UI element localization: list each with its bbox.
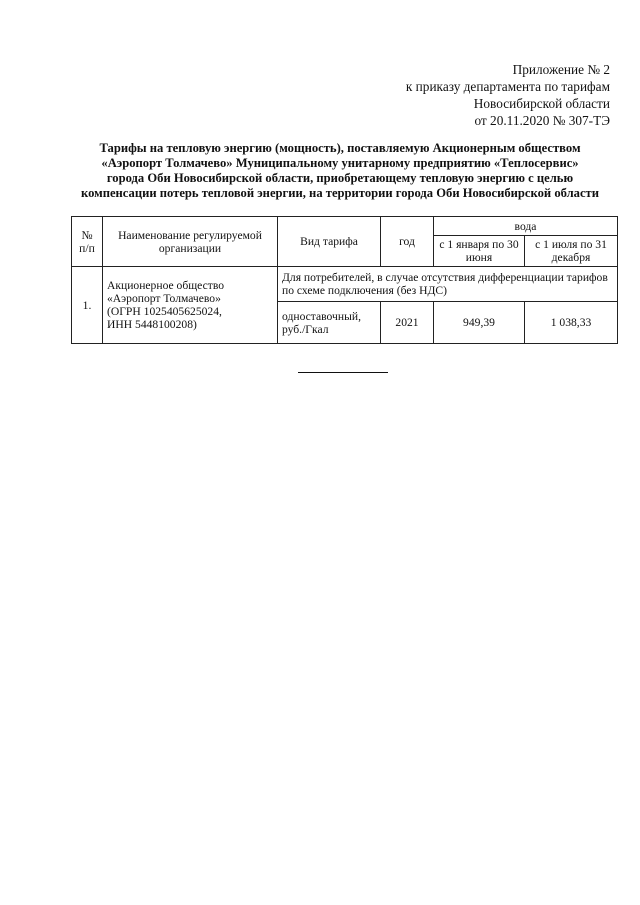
header-group-water: вода [434,217,618,236]
appendix-line: к приказу департамента по тарифам [405,79,610,94]
org-line: Акционерное общество [107,279,225,292]
cell-year: 2021 [381,302,434,344]
title-line: города Оби Новосибирской области, приобретающему тепловую энергию с целью [106,171,574,185]
document-title [60,141,620,201]
appendix-line: Приложение № 2 [512,62,610,77]
cell-num: 1. [72,267,103,344]
org-line: (ОГРН 1025405625024, [107,305,222,318]
appendix-header [406,61,610,129]
tariff-table [71,216,618,344]
appendix-line: Новосибирской области [473,96,610,111]
end-divider-line [298,372,388,373]
title-line: «Аэропорт Толмачево» Муниципальному унитарному предприятию «Теплосервис» [101,156,579,170]
header-year: год [381,217,434,267]
cell-org [103,267,278,344]
cell-tariff-type: одноставочный, руб./Гкал [278,302,381,344]
header-tariff-type: Вид тарифа [278,217,381,267]
header-org: Наименование регулируемой организации [103,217,278,267]
header-num: № п/п [72,217,103,267]
header-period-1: с 1 января по 30 июня [434,236,525,267]
org-line: «Аэропорт Толмачево» [107,292,221,305]
cell-value-period-2: 1 038,33 [525,302,618,344]
title-line: Тарифы на тепловую энергию (мощность), поставляемую Акционерным обществом [99,141,581,155]
title-line: компенсации потерь тепловой энергии, на территории города Оби Новосибирской области [80,186,599,200]
org-line: ИНН 5448100208) [107,318,197,331]
cell-value-period-1: 949,39 [434,302,525,344]
table-row [72,267,618,302]
cell-consumer-note: Для потребителей, в случае отсутствия дифференциации тарифов по схеме подключения (без НДС) [278,267,618,302]
header-period-2: с 1 июля по 31 декабря [525,236,618,267]
table-header-row [72,217,618,236]
appendix-line: от 20.11.2020 № 307-ТЭ [474,113,610,128]
